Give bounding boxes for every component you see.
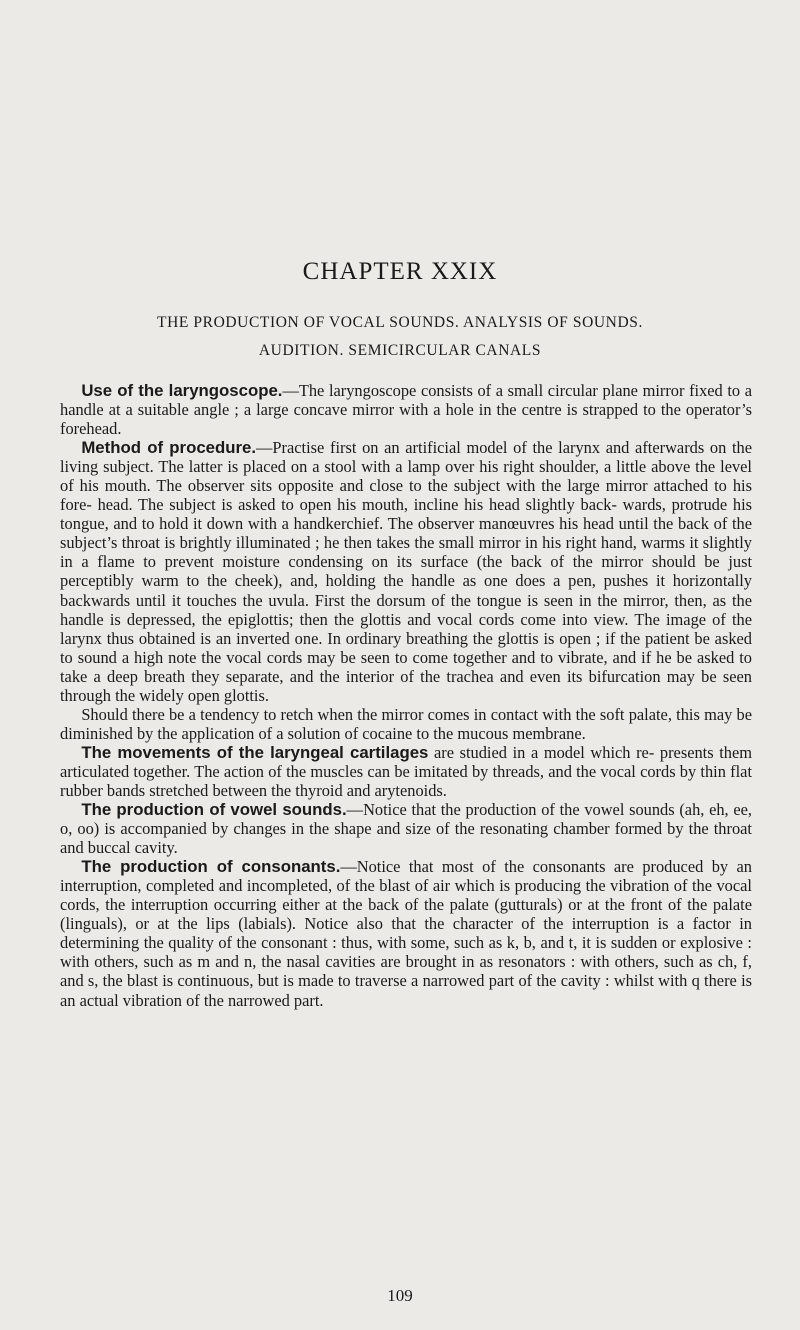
- text-vowels: —Notice that the production of the vowel sounds (ah, eh, ee, o, oo) is accompanied by changes in the shape and size of the resonating chamber formed by the throat and buccal cavity.: [60, 800, 752, 858]
- text-retch: Should there be a tendency to retch when the mirror comes in contact with the soft palate, this may be diminished by the application of a solution of cocaine to the mucous membrane.: [60, 704, 752, 743]
- paragraph-vowels: [60, 800, 752, 857]
- text-laryngoscope: —The laryngoscope consists of a small circular plane mirror fixed to a handle at a suitable angle ; a large concave mirror with a hole in the centre is strapped to the operator’s forehead.: [60, 381, 753, 439]
- heading-consonants: The production of consonants.: [81, 857, 341, 877]
- paragraph-consonants: [60, 857, 752, 1009]
- text-procedure: —Practise first on an artificial model of the larynx and afterwards on the living subject. The latter is placed on a stool with a lamp over his right shoulder, a little above the level of his mouth. The observer sits opposite and close to the subject with the large mirror attached to his fore- head. The subject is asked to open his mouth, incline his head slightly back- wards, protrude his tongue, and to hold it down with a handkerchief. The observer manœuvres his head until the back of the subject’s throat is brightly illuminated ; he then takes the small mirror in his right hand, warms it slightly in a flame to prevent moisture condensing on its surface (the back of the mirror should be just perceptibly warm to the cheek), and, holding the handle as one does a pen, pushes it horizontally backwards until it touches the uvula. First the dorsum of the tongue is seen in the mirror, then, as the handle is depressed, the epiglottis; then the glottis and vocal cords come into view. The image of the larynx thus obtained is an inverted one. In ordinary breathing the glottis is open ; if the patient be asked to sound a high note the vocal cords may be seen to come together and to vibrate, and if he be asked to take a deep breath they separate, and the interior of the trachea and even its bifurcation may be seen through the widely open glottis.: [60, 438, 752, 705]
- chapter-subtitle-line-2: AUDITION. SEMICIRCULAR CANALS: [258, 342, 542, 359]
- page-number: 109: [387, 1286, 413, 1305]
- paragraph-procedure: [60, 438, 752, 705]
- body-text: [60, 381, 752, 1010]
- chapter-subtitle-line-1: THE PRODUCTION OF VOCAL SOUNDS. ANALYSIS OF SOUNDS.: [157, 314, 643, 331]
- paragraph-laryngoscope: [60, 381, 752, 438]
- text-cartilages: are studied in a model which re- presents them articulated together. The action of the muscles can be imitated by threads, and the vocal cords by thin flat rubber bands stretched between the thyroid and arytenoids.: [60, 742, 752, 800]
- heading-cartilages: The movements of the laryngeal cartilages: [81, 742, 429, 762]
- paragraph-cartilages: [60, 743, 752, 800]
- heading-vowels: The production of vowel sounds.: [81, 800, 347, 820]
- paragraph-retch: [60, 705, 752, 743]
- heading-procedure: Method of procedure.: [81, 438, 257, 458]
- chapter-title: CHAPTER XXIX: [302, 258, 498, 285]
- text-consonants: —Notice that most of the consonants are produced by an interruption, completed and incompleted, of the blast of air which is producing the vibration of the vocal cords, the interruption occurring either at the back of the palate (gutturals) or at the front of the palate (linguals), or at the lips (labials). Notice also that the character of the interruption is a factor in determining the quality of the consonant : thus, with some, such as k, b, and t, it is sudden or explosive : with others, such as m and n, the nasal cavities are brought in as resonators : with others, such as ch, f, and s, the blast is continuous, but is made to traverse a narrowed part of the cavity : whilst with q there is an actual vibration of the narrowed part.: [60, 857, 752, 1010]
- heading-laryngoscope: Use of the laryngoscope.: [81, 381, 283, 400]
